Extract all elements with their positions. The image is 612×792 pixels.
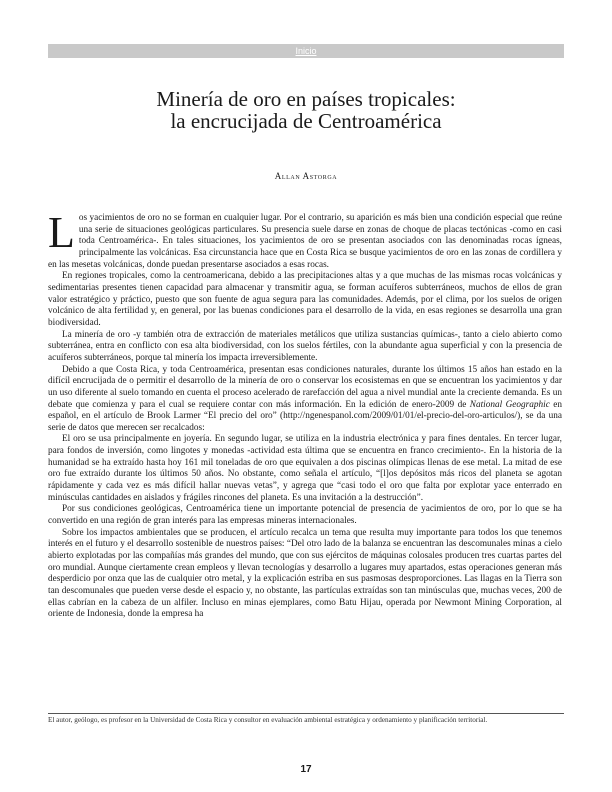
top-nav-bar — [48, 44, 564, 58]
home-link[interactable]: Inicio — [295, 46, 317, 56]
paragraph-5: El oro se usa principalmente en joyería. En segundo lugar, se utiliza en la industria electrónica y para fines dentales. En tercer lugar, para fondos de inversión, como lingotes y monedas -actividad esta última que se encuentra en franco crecimiento-. En la historia de la humanidad se ha extraído hasta hoy 161 mil toneladas de oro que equivalen a dos piscinas olímpicas llenas de ese metal. La mitad de ese oro fue extraído durante los últimos 50 años. No obstante, como señala el artículo, “[l]os depósitos más ricos del planeta se agotan rápidamente y cada vez es más difícil hallar nuevas vetas”, y agrega que “casi todo el oro que falta por explotar yace enterrado en minúsculas cantidades en aislados y frágiles rincones del planeta. Es una invitación a la destrucción”. — [48, 434, 562, 503]
paragraph-1-text: os yacimientos de oro no se forman en cualquier lugar. Por el contrario, su aparición es más bien una condición especial que reúne una serie de situaciones geológicas particulares. Su presencia suele darse en zonas de choque de placas tectónicas -como en casi toda Centroamérica-. En tales situaciones, los yacimientos de oro se presentan asociados con las denominadas rocas ígneas, principalmente las volcánicas. Esa circunstancia hace que en Costa Rica se busque yacimientos de oro en las zonas de cordillera y en las mesetas volcánicas, donde puedan presentarse asociados a esas rocas. — [48, 213, 562, 270]
drop-cap: L — [48, 208, 75, 257]
article-title-line-2: la encrucijada de Centroamérica — [170, 109, 442, 133]
article-body — [48, 208, 563, 621]
paragraph-3: La minería de oro -y también otra de extracción de materiales metálicos que utiliza sustancias químicas-, tanto a cielo abierto como subterránea, entra en conflicto con esa alta biodiversidad, con los suelos fértiles, con la abundante agua superficial y con la presencia de acuíferos subterráneos, porque tal minería los impacta irreversiblemente. — [48, 329, 562, 363]
magazine-name: National Geographic — [469, 399, 550, 410]
paragraph-4-text-b: en español, en el artículo de Brook Larmer “El precio del oro” (http://ngenespanol.com/2009/01/01/el-precio-del-oro-articulos/), se da una serie de datos que merecen ser recalcados: — [48, 399, 563, 433]
article-title-line-1: Minería de oro en países tropicales: — [156, 87, 456, 111]
author-footnote: El autor, geólogo, es profesor en la Universidad de Costa Rica y consultor en evaluación ambiental estratégica y ordenamiento y planificación territorial. — [48, 713, 564, 726]
paragraph-1 — [48, 208, 562, 271]
paragraph-4-text-a: Debido a que Costa Rica, y toda Centroamérica, presentan esas condiciones naturales, durante los últimos 15 años han estado en la difícil encrucijada de o permitir el desarrollo de la minería de oro o conservar los ecosistemas en que se encuentran los yacimientos y dar un uso diferente al suelo tomando en cuenta el proceso acelerado de rarefacción del agua a nivel mundial ante la creciente demanda. Es un debate que comienza y para el cual se requiere contar con más información. En la edición de enero-2009 de — [48, 364, 562, 410]
paragraph-4 — [48, 365, 562, 435]
page-number: 17 — [300, 764, 312, 775]
paragraph-6: Por sus condiciones geológicas, Centroamérica tiene un importante potencial de presencia de yacimientos de oro, por lo que se ha convertido en una región de gran interés para las empresas mineras internacionales. — [48, 504, 562, 527]
article-author: Allan Astorga — [274, 171, 338, 181]
paragraph-7: Sobre los impactos ambientales que se producen, el artículo recalca un tema que resulta muy importante para todos los que tenemos interés en el futuro y el desarrollo sostenible de nuestros países: “Del otro lado de la balanza se encuentran las descomunales minas a cielo abierto explotadas por las compañías más grandes del mundo, que con sus ejércitos de máquinas colosales producen tres cuartas partes del oro mundial. Aunque ciertamente crean empleos y llevan tecnologías y desarrollo a lugares muy apartados, estas operaciones generan más desperdicio por onza que las de cualquier otro metal, y la explicación estriba en sus pasmosas desproporciones. Las llagas en la Tierra son tan descomunales que pueden verse desde el espacio y, no obstante, las partículas extraídas son tan minúsculas que, muchas veces, 200 de ellas cabrían en la cabeza de un alfiler. Incluso en minas ejemplares, como Batu Hijau, operada por Newmont Mining Corporation, al oriente de Indonesia, donde la empresa ha — [48, 527, 562, 620]
paragraph-2: En regiones tropicales, como la centroamericana, debido a las precipitaciones altas y a que muchas de las mismas rocas volcánicas y sedimentarias presentes tienen capacidad para almacenar y transmitir agua, se forman acuíferos subterráneos, muchos de ellos de gran valor estratégico y práctico, puesto que son fuente de agua segura para las comunidades. Además, por el clima, por los suelos de origen volcánico de alta fertilidad y, en general, por las buenas condiciones para el desarrollo de la vida, en esas regiones se desarrolla una gran biodiversidad. — [48, 271, 562, 328]
